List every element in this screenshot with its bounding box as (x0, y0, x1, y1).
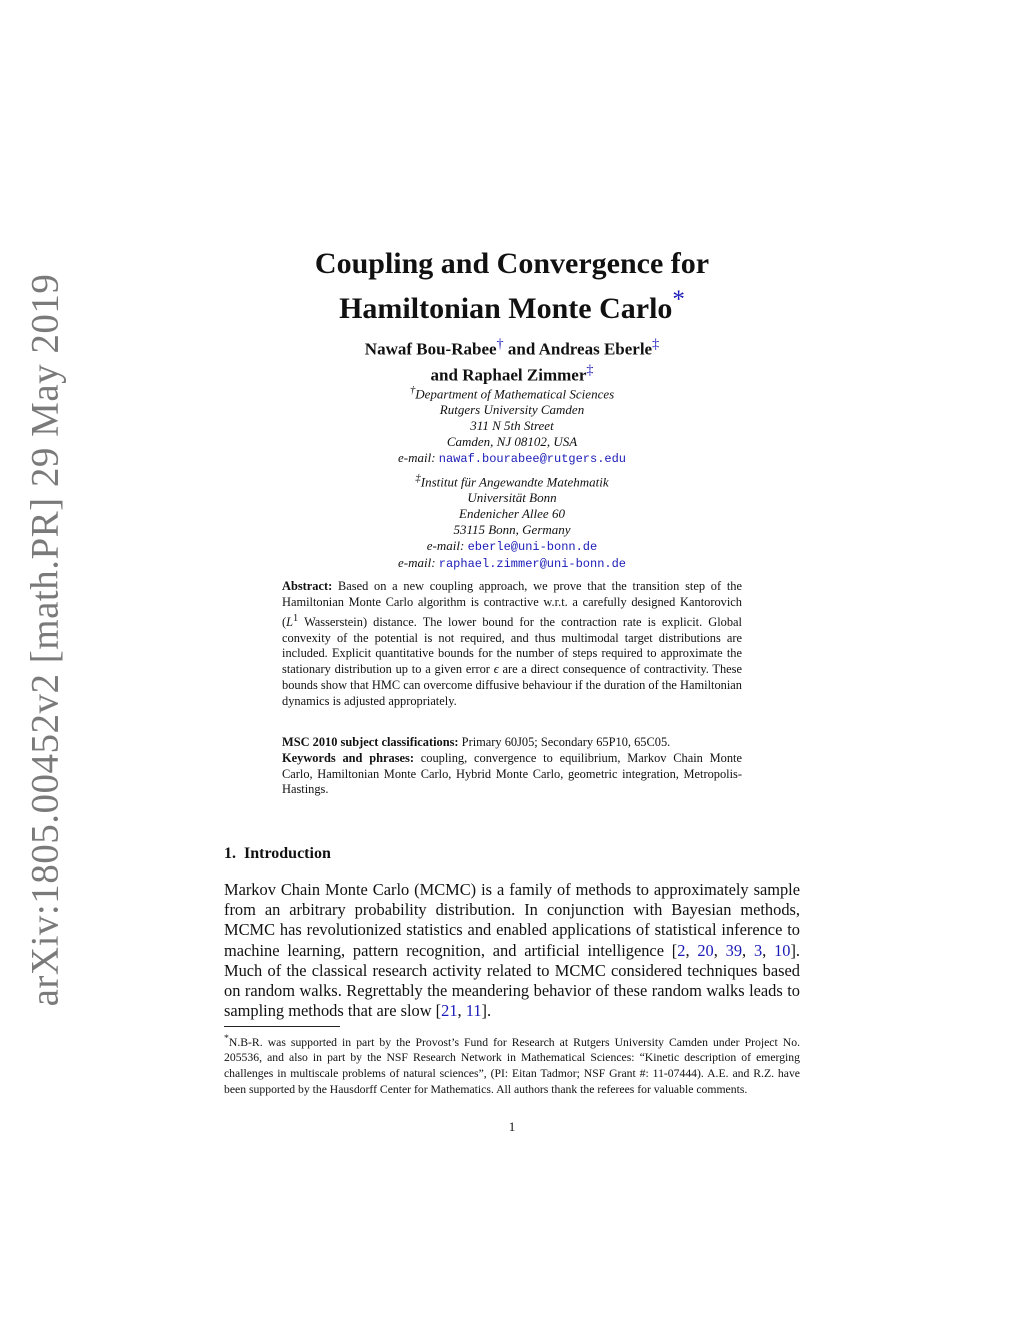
email-label: e-mail: (397, 555, 436, 571)
affiliation-mark: ‡ (415, 472, 421, 484)
affiliation-university: Universität Bonn (467, 490, 557, 506)
keywords-text: coupling, convergence to equilibrium, Markov Chain Monte Carlo, Hamiltonian Monte Carlo, Hybrid Monte Carlo, geometric integration, Metropolis-Hastings. (282, 750, 742, 797)
section-heading-introduction (224, 845, 331, 863)
author-conjunction: and (430, 365, 458, 385)
author-bou-rabee-mark: † (496, 336, 504, 352)
paper-title (0, 246, 1024, 327)
affiliation-email-line (0, 555, 1024, 573)
abstract-label: Abstract: (282, 579, 333, 593)
arxiv-identifier-stamp: arXiv:1805.00452v2 [math.PR] 29 May 2019 (23, 273, 67, 1007)
title-line-2 (0, 282, 1024, 327)
keywords-label: Keywords and phrases: (282, 750, 414, 765)
affiliation-email-line (0, 450, 1024, 468)
author-list (0, 334, 1024, 385)
citation-link[interactable]: 10 (774, 940, 791, 960)
author-zimmer-mark: ‡ (586, 361, 594, 378)
affiliation-rutgers (0, 383, 1024, 467)
keywords (282, 751, 742, 798)
footnote-paragraph (224, 1031, 800, 1097)
affiliation-dept (0, 383, 1024, 402)
affiliation-dept (0, 471, 1024, 490)
footnote-divider (224, 1026, 340, 1027)
affiliation-university: Rutgers University Camden (439, 402, 585, 418)
classification-block (282, 735, 742, 798)
affiliation-dept-text: Institut für Angewandte Matehmatik (420, 474, 609, 490)
citation-link[interactable]: 21 (441, 1001, 458, 1021)
intro-text-3: ]. (481, 1001, 492, 1021)
email-link[interactable]: raphael.zimmer@uni-bonn.de (438, 557, 627, 572)
citation-link[interactable]: 2 (677, 940, 686, 960)
abstract-text-a: Based on a new coupling approach, we prove that the transition step of the Hamiltonian Monte Carlo algorithm is contractive w.r.t. a carefully designed Kantorovich ( (282, 579, 742, 629)
msc-text: Primary 60J05; Secondary 65P10, 65C05. (461, 735, 671, 749)
email-link[interactable]: nawaf.bourabee@rutgers.edu (438, 451, 627, 466)
author-eberle-mark: ‡ (652, 336, 660, 352)
footnote-mark: * (224, 1033, 229, 1044)
affiliation-city: Camden, NJ 08102, USA (446, 433, 578, 449)
email-label: e-mail: (426, 537, 465, 553)
abstract-paragraph (282, 579, 742, 710)
citation-link[interactable]: 3 (753, 940, 763, 960)
author-eberle: Andreas Eberle (538, 339, 653, 359)
abstract (282, 579, 742, 710)
section-number: 1. (224, 845, 236, 862)
funding-footnote (224, 1031, 800, 1097)
title-line-2-text: Hamiltonian Monte Carlo (339, 292, 673, 325)
title-line-1: Coupling and Convergence for (314, 247, 710, 280)
intro-text-1: Markov Chain Monte Carlo (MCMC) is a family of methods to approximately sample from an arbitrary probability distribution. In conjunction with Bayesian methods, MCMC has revolutionized statistics and enabled applications of statistical inference to machine learning, pattern recognition, and artificial intelligence [ (224, 880, 800, 960)
affiliation-bonn (0, 471, 1024, 573)
author-bou-rabee: Nawaf Bou-Rabee (364, 339, 497, 359)
citation-link[interactable]: 20 (697, 940, 714, 960)
abstract-math-sup: 1 (293, 612, 299, 624)
page-number: 1 (508, 1119, 516, 1134)
footnote-text: N.B-R. was supported in part by the Provost’s Fund for Research at Rutgers University Camden under Project No. 205536, and also in part by the NSF Research Network in Mathematical Sciences: “Kinetic description of emerging challenges in multiscale problems of natural sciences”, (PI: Eitan Tadmor; NSF Grant #: 11-07444). A.E. and R.Z. have been supported by the Hausdorff Center for Mathematics. All authors thank the referees for valuable comments. (224, 1035, 800, 1096)
author-line-1 (0, 334, 1024, 360)
intro-paragraph: Markov Chain Monte Carlo (MCMC) is a family of methods to approximately sample from an arbitrary probability distribution. In conjunction with Bayesian methods, MCMC has revolutionized statistics and enabled applications of statistical inference to machine learning, pattern recognition, and artificial intelligence [2, 20, 39, 3, 10]. Much of the classical research activity related to MCMC considered techniques based on random walks. Regrettably the meandering behavior of these random walks leads to sampling methods that are slow [21, 11]. (224, 880, 801, 1021)
affiliation-mark: † (409, 384, 416, 396)
title-footnote-mark[interactable]: * (672, 286, 685, 313)
intro-text-2: ]. Much of the classical research activity related to MCMC considered techniques based on random walks. Regrettably the meandering behavior of these random walks leads to sampling methods that are slow [ (224, 940, 801, 1021)
affiliation-dept-text: Department of Mathematical Sciences (415, 386, 615, 402)
msc-classification (282, 735, 742, 751)
affiliation-city: 53115 Bonn, Germany (453, 521, 571, 537)
author-line-2 (0, 360, 1024, 386)
email-link[interactable]: eberle@uni-bonn.de (467, 539, 598, 554)
abstract-epsilon: ϵ (493, 662, 499, 677)
affiliation-street: Endenicher Allee 60 (459, 505, 565, 521)
author-zimmer: Raphael Zimmer (462, 365, 587, 385)
citation-link[interactable]: 11 (465, 1001, 482, 1021)
introduction-paragraph (224, 880, 800, 1021)
email-label: e-mail: (397, 449, 436, 465)
abstract-math-l: L (286, 614, 294, 629)
msc-label: MSC 2010 subject classifications: (282, 735, 459, 749)
abstract-text-b: Wasserstein) distance. The lower bound for the contraction rate is explicit. Global convexity of the potential is not required, and thus multimodal target distributions are included. Explicit quantitative bounds for the number of steps required to approximate the stationary distribution up to a given error (282, 614, 742, 677)
citation-link[interactable]: 39 (725, 940, 743, 960)
abstract-text-c: are a direct consequence of contractivity. These bounds show that HMC can overcome diffusive behaviour if the duration of the Hamiltonian dynamics is adjusted appropriately. (282, 662, 742, 708)
affiliation-street: 311 N 5th Street (470, 417, 554, 433)
section-title: Introduction (244, 845, 331, 862)
affiliation-email-line (0, 538, 1024, 556)
author-conjunction: and (507, 339, 536, 359)
